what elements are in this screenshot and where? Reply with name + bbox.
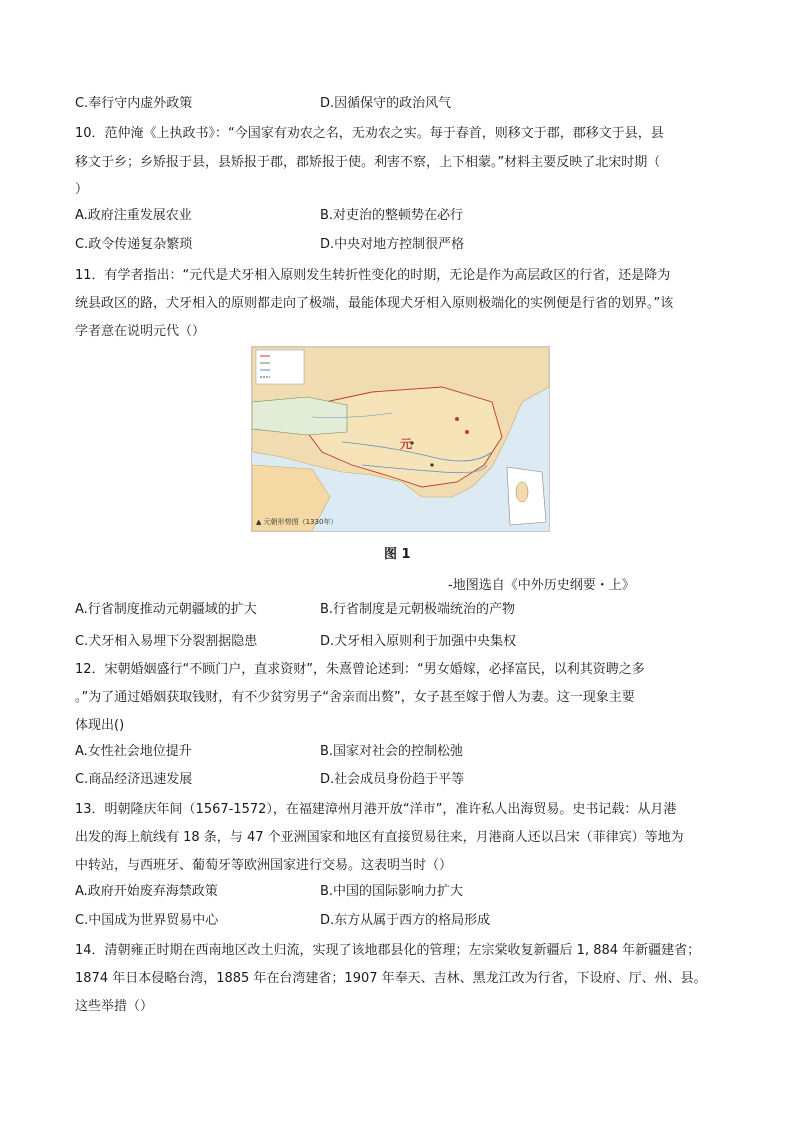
map-yuan-label: 元	[400, 437, 413, 451]
q14-stem-line-2: 1874 年日本侵略台湾，1885 年在台湾建省；1907 年奉天、吉林、黑龙江改为行省，下设府、厅、州、县。	[75, 971, 707, 986]
q12-option-b: B.国家对社会的控制松弛	[320, 744, 464, 759]
q14-stem-line-3: 这些举措（）	[75, 999, 154, 1014]
q10-stem-line-2: 移文于乡；乡矫报于县，县矫报于郡，郡矫报于使。利害不察，上下相蒙。”材料主要反映了北宋时期（	[75, 155, 661, 170]
q13-option-a: A.政府开始废弃海禁政策	[75, 884, 218, 899]
q11-stem-line-3: 学者意在说明元代（）	[75, 324, 206, 339]
map-source: -地图选自《中外历史纲要・上》	[448, 578, 635, 593]
q10-option-b: B.对吏治的整顿势在必行	[320, 208, 464, 223]
q11-option-a: A.行省制度推动元朝疆域的扩大	[75, 602, 257, 617]
map-caption: ▲ 元朝形势图（1330年）	[256, 518, 338, 526]
q12-stem-line-1: 12．宋朝婚姻盛行“不顾门户，直求资财”，朱熹曾论述到：“男女婚嫁，必择富民，以利其资聘之多	[75, 662, 645, 677]
yuan-dynasty-map	[251, 346, 550, 532]
q9-option-d: D.因循保守的政治风气	[320, 96, 452, 111]
q12-stem-line-2: 。”为了通过婚姻获取钱财，有不少贫穷男子“舍亲而出赘”，女子甚至嫁于僧人为妻。这一现象主要	[75, 690, 635, 705]
q13-option-d: D.东方从属于西方的格局形成	[320, 913, 491, 928]
q10-stem-line-1: 10．范仲淹《上执政书》：“今国家有劝农之名，无劝农之实。每于春首，则移文于郡，郡移文于县，县	[75, 126, 664, 141]
q12-option-c: C.商品经济迅速发展	[75, 772, 193, 787]
figure-label: 图 1	[384, 547, 411, 562]
q13-stem-line-3: 中转站，与西班牙、葡萄牙等欧洲国家进行交易。这表明当时（）	[75, 858, 453, 873]
q12-option-d: D.社会成员身份趋于平等	[320, 772, 465, 787]
q11-option-d: D.犬牙相入原则利于加强中央集权	[320, 634, 517, 649]
q13-option-c: C.中国成为世界贸易中心	[75, 913, 219, 928]
q10-option-a: A.政府注重发展农业	[75, 208, 192, 223]
q9-option-c: C.奉行守内虚外政策	[75, 96, 193, 111]
q11-stem-line-1: 11．有学者指出：“元代是犬牙相入原则发生转折性变化的时期，无论是作为高层政区的行省，还是降为	[75, 268, 671, 283]
q13-stem-line-1: 13．明朝隆庆年间（1567-1572），在福建漳州月港开放“洋市”，准许私人出海贸易。史书记载：从月港	[75, 802, 677, 817]
q10-option-c: C.政令传递复杂繁琐	[75, 237, 193, 252]
q11-option-c: C.犬牙相入易埋下分裂割据隐患	[75, 634, 258, 649]
q11-option-b: B.行省制度是元朝极端统治的产物	[320, 602, 516, 617]
q12-option-a: A.女性社会地位提升	[75, 744, 192, 759]
q11-stem-line-2: 统县政区的路，犬牙相入的原则都走向了极端，最能体现犬牙相入原则极端化的实例便是行省的划界。”该	[75, 296, 674, 311]
q14-stem-line-1: 14．清朝雍正时期在西南地区改土归流，实现了该地郡县化的管理；左宗棠收复新疆后 1, 884 年新疆建省；	[75, 943, 701, 958]
q13-option-b: B.中国的国际影响力扩大	[320, 884, 464, 899]
q10-stem-line-3: ）	[75, 182, 89, 197]
q12-stem-line-3: 体现出()	[75, 718, 125, 733]
q10-option-d: D.中央对地方控制很严格	[320, 237, 465, 252]
q13-stem-line-2: 出发的海上航线有 18 条，与 47 个亚洲国家和地区有直接贸易往来，月港商人还以吕宋（菲律宾）等地为	[75, 830, 684, 845]
